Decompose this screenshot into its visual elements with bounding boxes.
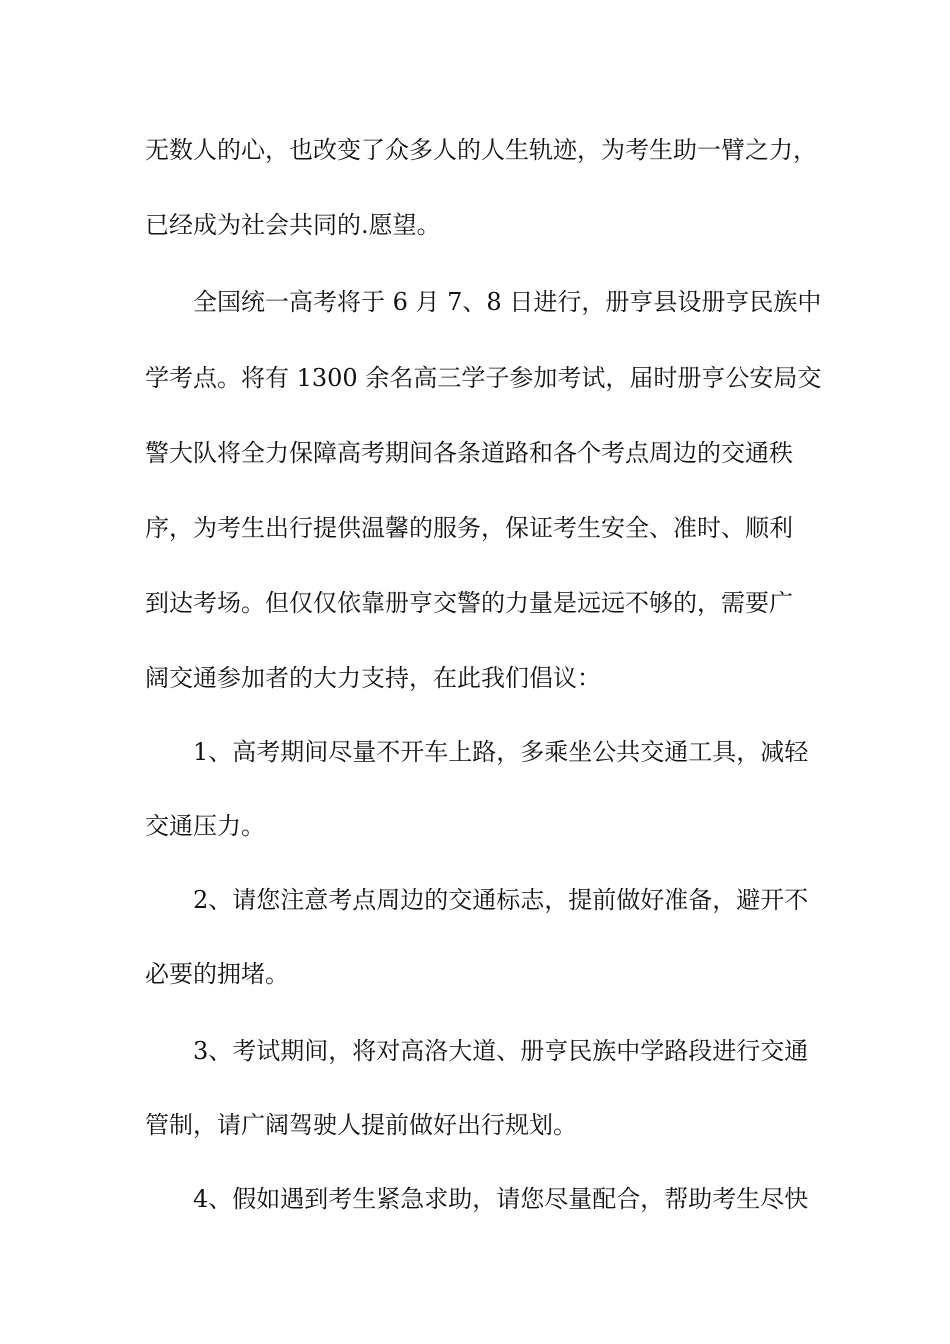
- text-line-10: 交通压力。: [145, 812, 265, 840]
- text-line-1: 无数人的心，也改变了众多人的人生轨迹，为考生助一臂之力，: [145, 136, 817, 164]
- text-line-13: 3、考试期间，将对高洛大道、册亨民族中学路段进行交通: [145, 1037, 809, 1065]
- text-line-12: 必要的拥堵。: [145, 960, 289, 988]
- text-line-9: 1、高考期间尽量不开车上路，多乘坐公共交通工具，减轻: [145, 738, 809, 766]
- text-line-11: 2、请您注意考点周边的交通标志，提前做好准备，避开不: [145, 886, 809, 914]
- text-line-2: 已经成为社会共同的.愿望。: [145, 211, 441, 239]
- text-line-5: 警大队将全力保障高考期间各条道路和各个考点周边的交通秩: [145, 439, 793, 467]
- text-line-3: 全国统一高考将于 6 月 7、8 日进行，册亨县设册亨民族中: [145, 288, 822, 316]
- text-line-8: 阔交通参加者的大力支持，在此我们倡议：: [145, 664, 601, 692]
- text-line-14: 管制，请广阔驾驶人提前做好出行规划。: [145, 1111, 577, 1139]
- text-line-6: 序，为考生出行提供温馨的服务，保证考生安全、准时、顺利: [145, 514, 793, 542]
- text-line-4: 学考点。将有 1300 余名高三学子参加考试，届时册亨公安局交: [145, 364, 822, 392]
- text-line-15: 4、假如遇到考生紧急求助，请您尽量配合，帮助考生尽快: [145, 1185, 809, 1213]
- text-line-7: 到达考场。但仅仅依靠册亨交警的力量是远远不够的，需要广: [145, 589, 793, 617]
